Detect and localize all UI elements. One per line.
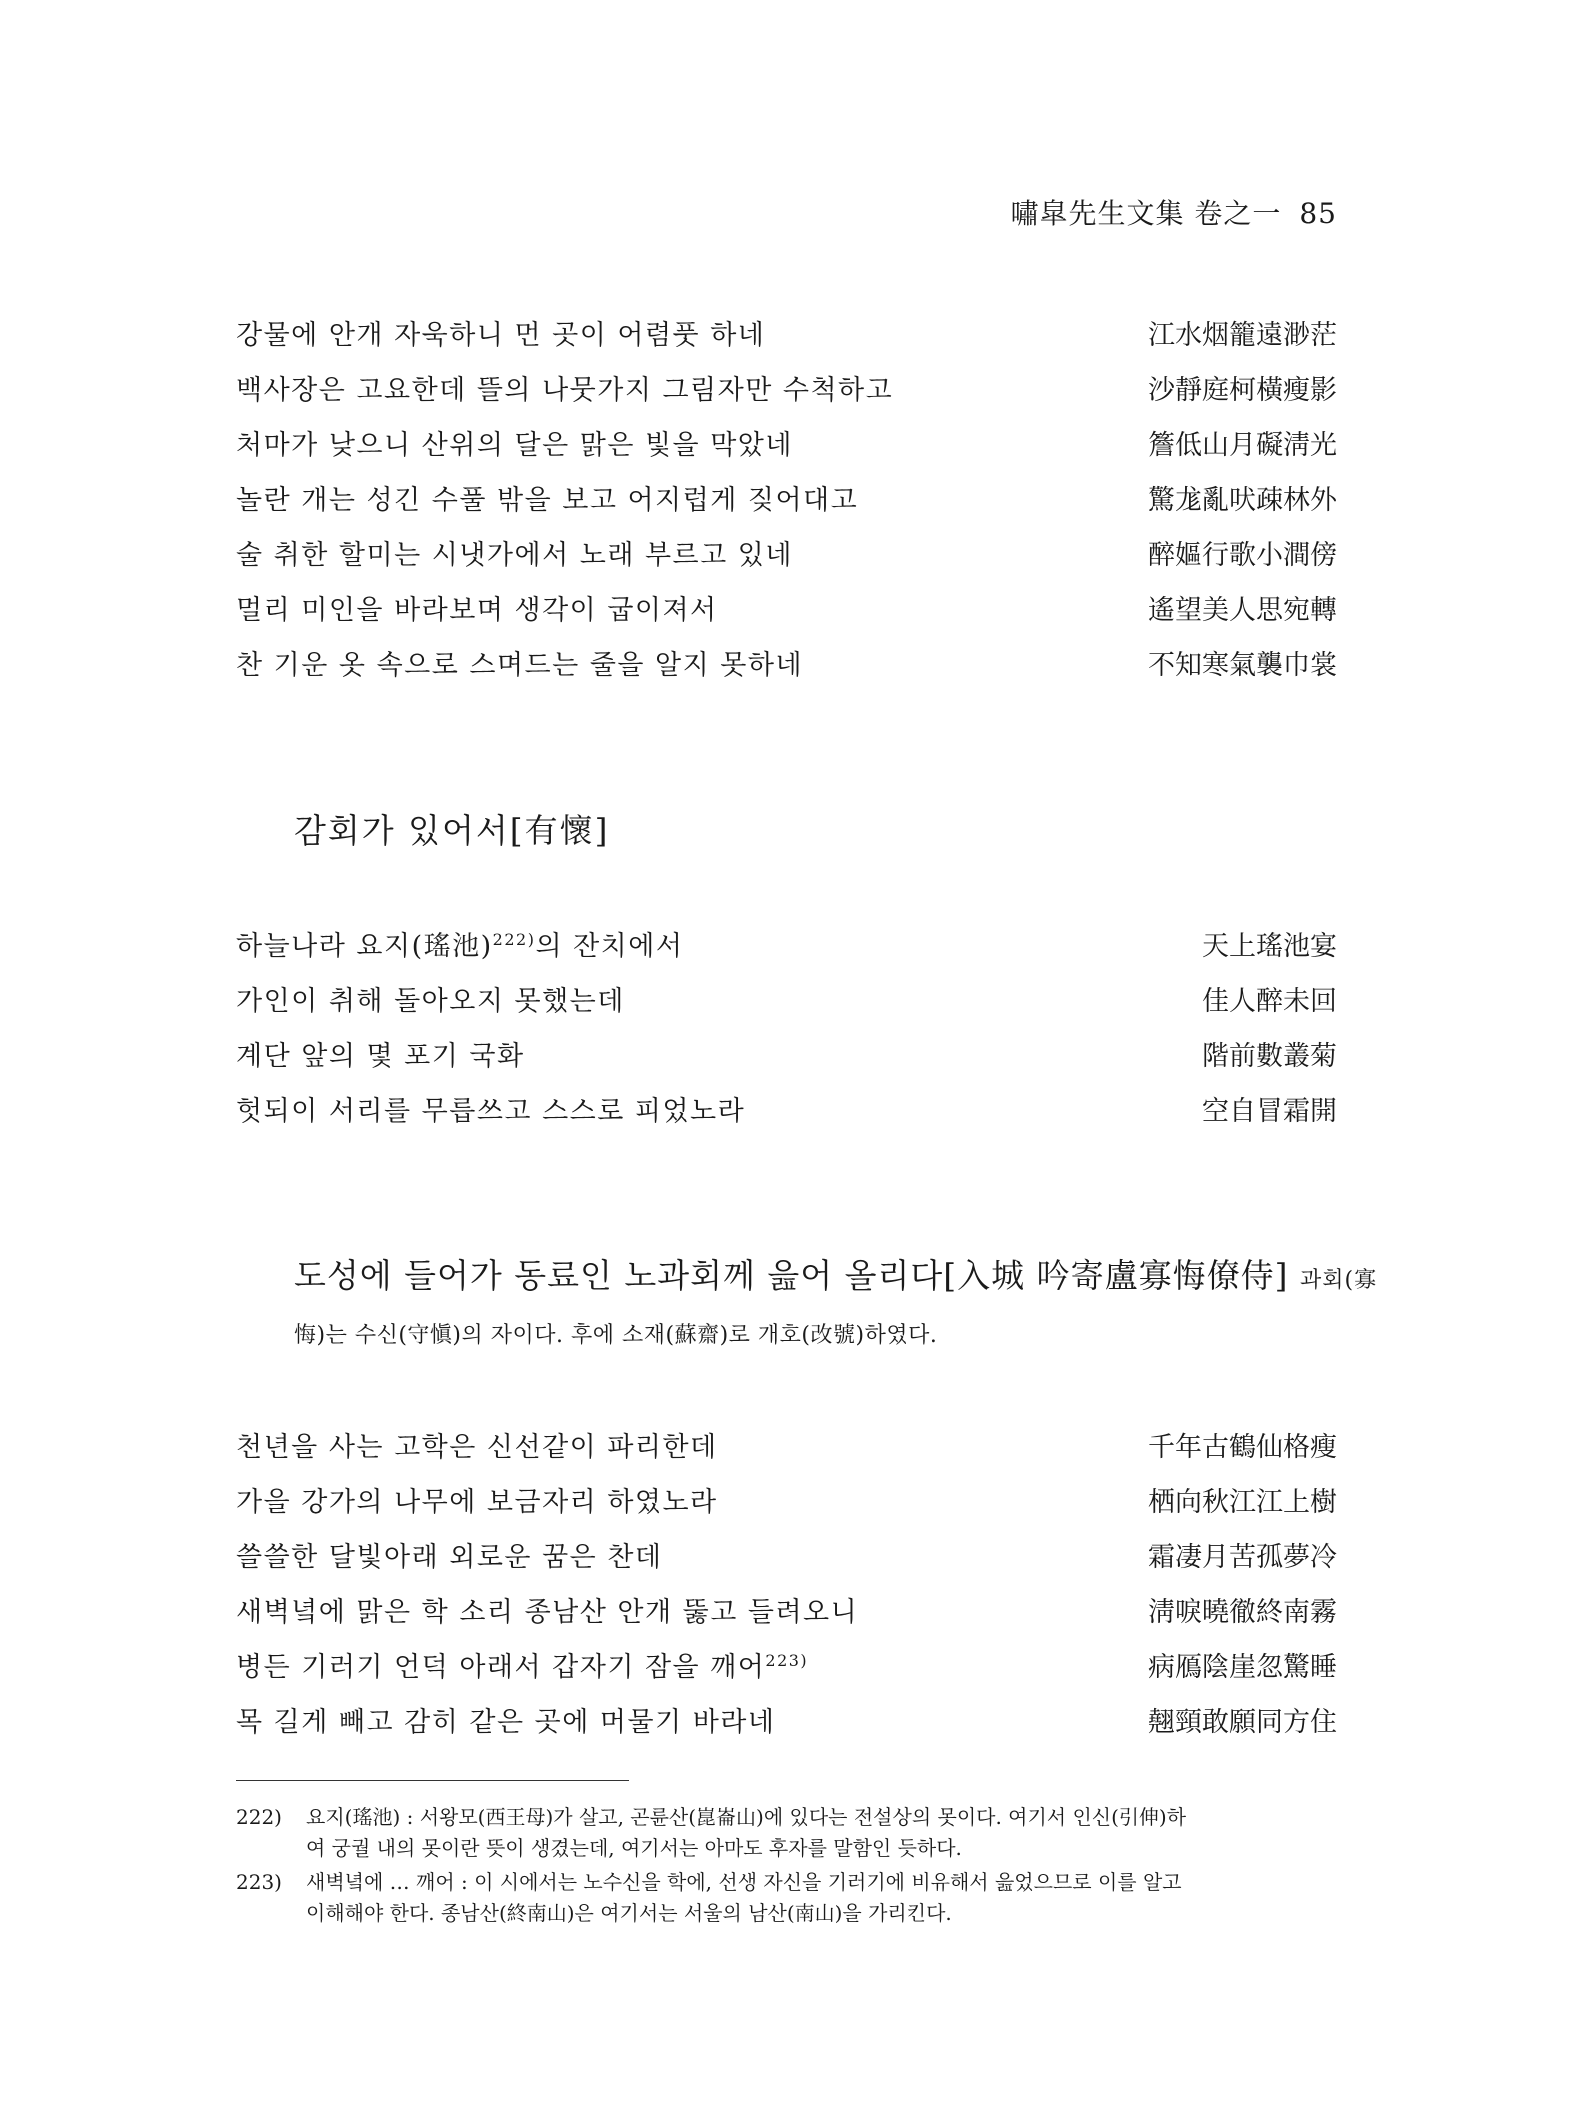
hanja-line: 驚尨亂吠疎林外 [1148, 485, 1337, 516]
poem-continuation [236, 313, 1337, 698]
korean-line: 처마가 낮으니 산위의 달은 맑은 빛을 막았네 [236, 430, 793, 461]
poem-line [236, 1590, 1337, 1645]
poem-title [294, 1250, 1378, 1310]
hanja-line: 空自冒霜開 [1202, 1096, 1337, 1127]
hanja-line: 千年古鶴仙格瘦 [1148, 1432, 1337, 1463]
poem-line [236, 1480, 1337, 1535]
poem-line [236, 979, 1337, 1034]
footnote-text: 요지(瑤池) : 서왕모(西王母)가 살고, 곤륜산(崑崙山)에 있다는 전설상의 못이다. 여기서 인신(引伸)하 [306, 1805, 1187, 1829]
korean-line: 강물에 안개 자욱하니 먼 곳이 어렴풋 하네 [236, 320, 766, 351]
poem-line [236, 1700, 1337, 1755]
hanja-line: 遙望美人思宛轉 [1148, 595, 1337, 626]
poem-line [236, 1425, 1337, 1480]
poem-line [236, 423, 1337, 478]
korean-line: 계단 앞의 몇 포기 국화 [236, 1041, 525, 1072]
poem-line [236, 1034, 1337, 1089]
title-note: 悔)는 수신(守愼)의 자이다. 후에 소재(蘇齋)로 개호(改號)하였다. [294, 1323, 938, 1348]
korean-line: 찬 기운 옷 속으로 스며드는 줄을 알지 못하네 [236, 650, 804, 681]
korean-line: 가을 강가의 나무에 보금자리 하였노라 [236, 1487, 718, 1518]
poem-title-hanja: [有懷] [509, 811, 610, 850]
poem-title-korean: 감회가 있어서 [294, 811, 510, 850]
running-header [1010, 192, 1337, 232]
korean-line: 가인이 취해 돌아오지 못했는데 [236, 986, 625, 1017]
poem-youhoe [236, 924, 1337, 1144]
poem-title-hanja: [入城 吟寄盧寡悔僚侍] [943, 1256, 1289, 1295]
korean-text: 병든 기러기 언덕 아래서 갑자기 잠을 깨어 [236, 1652, 766, 1683]
title-note-start: 과회(寡 [1300, 1268, 1378, 1293]
footnote-divider [236, 1780, 629, 1781]
hanja-line: 江水烟籠遠渺茫 [1148, 320, 1337, 351]
poem-line [236, 478, 1337, 533]
korean-line: 백사장은 고요한데 뜰의 나뭇가지 그림자만 수척하고 [236, 375, 894, 406]
korean-line [236, 1645, 808, 1684]
korean-line: 놀란 개는 성긴 수풀 밖을 보고 어지럽게 짖어대고 [236, 485, 859, 516]
footnote-number: 222) [236, 1805, 282, 1829]
korean-line: 헛되이 서리를 무릅쓰고 스스로 피었노라 [236, 1096, 746, 1127]
poem-title-korean: 도성에 들어가 동료인 노과회께 읊어 올리다 [294, 1256, 944, 1295]
poem-line [236, 924, 1337, 979]
footnote-continuation: 이해해야 한다. 종남산(終南山)은 여기서는 서울의 남산(南山)을 가리킨다. [306, 1901, 952, 1925]
footnote-text: 새벽녘에 … 깨어 : 이 시에서는 노수신을 학에, 선생 자신을 기러기에 비유해서 읊었으므로 이를 알고 [306, 1870, 1182, 1894]
korean-line: 멀리 미인을 바라보며 생각이 굽이져서 [236, 595, 718, 626]
page-number: 85 [1299, 197, 1337, 230]
korean-line: 목 길게 빼고 감히 같은 곳에 머물기 바라네 [236, 1707, 776, 1738]
poem-line [236, 313, 1337, 368]
korean-text: 하늘나라 요지(瑤池) [236, 931, 493, 962]
hanja-line: 翹頸敢願同方住 [1148, 1707, 1337, 1738]
footnote-continuation: 여 궁궐 내의 못이란 뜻이 생겼는데, 여기서는 아마도 후자를 말함인 듯하다. [306, 1836, 962, 1860]
hanja-line: 淸唳曉徹終南霧 [1148, 1597, 1337, 1628]
footnotes [236, 1802, 1337, 1932]
hanja-line: 霜凄月苦孤夢冷 [1148, 1542, 1337, 1573]
poem-line [236, 1089, 1337, 1144]
book-title: 嘯皐先生文集 卷之一 [1010, 197, 1282, 230]
poem-line [236, 588, 1337, 643]
footnote-ref-222[interactable]: 222) [492, 930, 536, 949]
footnote-first-line [236, 1870, 1182, 1894]
poem-title [294, 805, 610, 852]
footnote-223 [236, 1867, 1337, 1929]
hanja-line: 階前數叢菊 [1202, 1041, 1337, 1072]
poem-line [236, 1645, 1337, 1700]
footnote-222 [236, 1802, 1337, 1864]
korean-line: 새벽녘에 맑은 학 소리 종남산 안개 뚫고 들려오니 [236, 1597, 859, 1628]
poem-ipseong [236, 1425, 1337, 1755]
poem-title-block [294, 1250, 1378, 1349]
korean-text: 의 잔치에서 [535, 931, 684, 962]
hanja-line: 天上瑤池宴 [1202, 931, 1337, 962]
korean-line [236, 924, 683, 963]
hanja-line: 簷低山月礙淸光 [1148, 430, 1337, 461]
korean-line: 술 취한 할미는 시냇가에서 노래 부르고 있네 [236, 540, 793, 571]
hanja-line: 不知寒氣襲巾裳 [1148, 650, 1337, 681]
korean-line: 쓸쓸한 달빛아래 외로운 꿈은 찬데 [236, 1542, 663, 1573]
hanja-line: 佳人醉未回 [1202, 986, 1337, 1017]
footnote-number: 223) [236, 1870, 282, 1894]
poem-line [236, 1535, 1337, 1590]
hanja-line: 栖向秋江江上樹 [1148, 1487, 1337, 1518]
poem-line [236, 533, 1337, 588]
hanja-line: 沙靜庭柯橫瘦影 [1148, 375, 1337, 406]
footnote-ref-223[interactable]: 223) [765, 1651, 809, 1670]
hanja-line: 醉嫗行歌小澗傍 [1148, 540, 1337, 571]
korean-line: 천년을 사는 고학은 신선같이 파리한데 [236, 1432, 718, 1463]
poem-line [236, 368, 1337, 423]
poem-line [236, 643, 1337, 698]
footnote-first-line [236, 1805, 1186, 1829]
hanja-line: 病鴈陰崖忽驚睡 [1148, 1652, 1337, 1683]
